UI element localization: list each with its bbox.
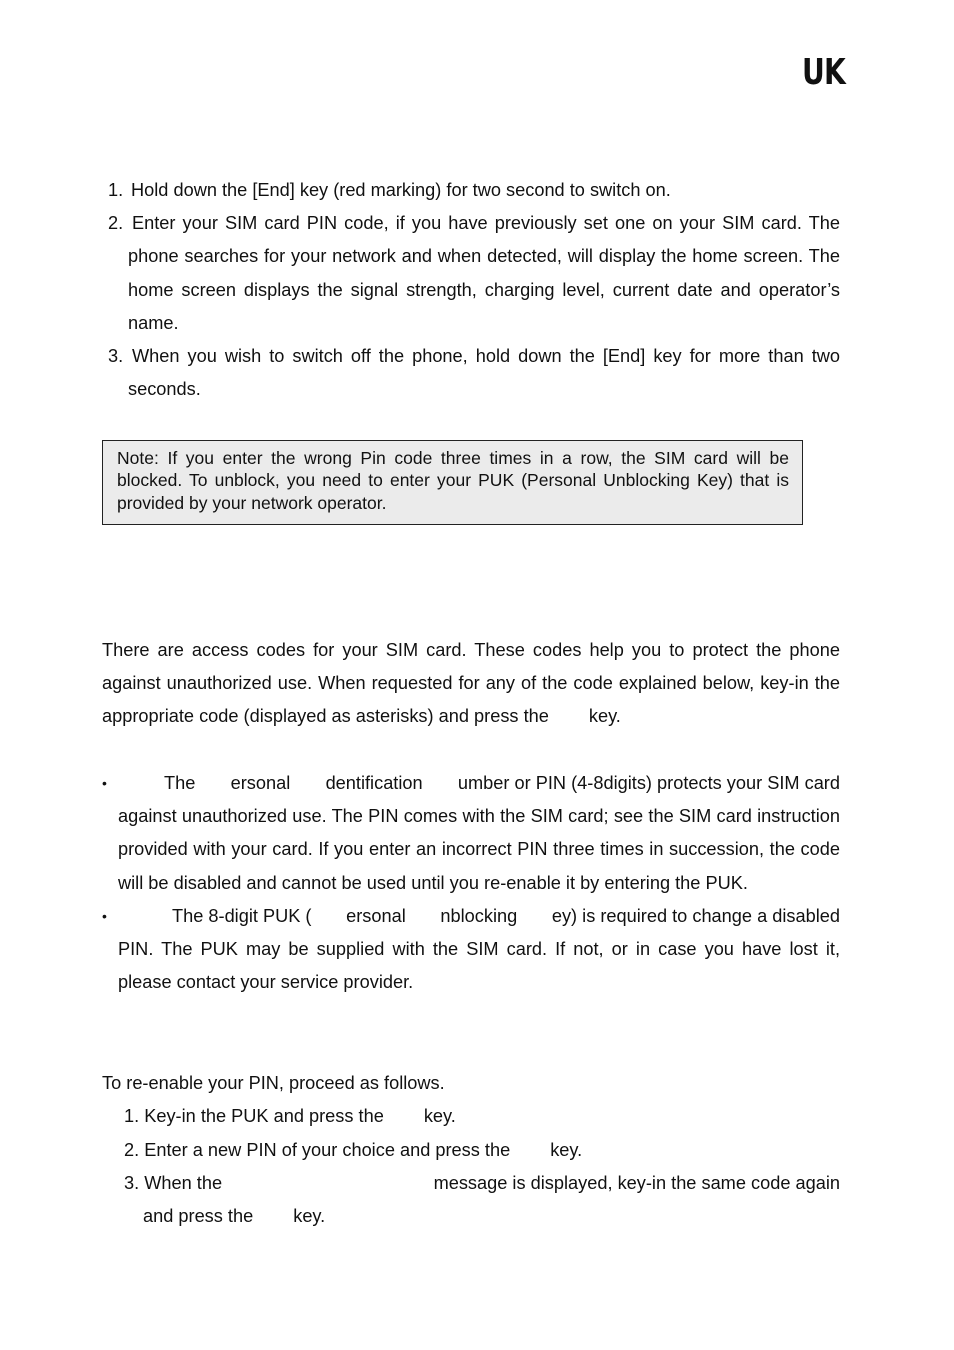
pin-word: ersonal bbox=[230, 773, 291, 793]
puk-first-line bbox=[118, 900, 840, 933]
step-text: message is displayed, key-in the same code again bbox=[433, 1173, 840, 1193]
reenable-step-2 bbox=[124, 1134, 840, 1167]
list-item-pin bbox=[102, 767, 840, 900]
puk-description: PIN. The PUK may be supplied with the SIM card. If not, or in case you have lost it, please contact your service provider. bbox=[118, 939, 840, 993]
step-text: and press the bbox=[143, 1206, 254, 1227]
step-key: key. bbox=[550, 1140, 583, 1160]
list-item-puk bbox=[102, 900, 840, 1000]
bullet-dot: • bbox=[102, 775, 107, 791]
step-text: 1. Key-in the PUK and press the bbox=[124, 1106, 384, 1126]
language-tag: UK bbox=[802, 52, 846, 93]
step-3-line-2 bbox=[124, 1200, 840, 1233]
puk-word: ersonal bbox=[346, 905, 406, 926]
list-item bbox=[108, 174, 840, 207]
step-text: Hold down the [End] key (red marking) for two second to switch on. bbox=[131, 180, 671, 200]
access-codes-intro bbox=[102, 634, 840, 734]
reenable-step-1 bbox=[124, 1100, 840, 1133]
step-number: 2. bbox=[108, 213, 124, 234]
intro-key: key. bbox=[588, 706, 621, 727]
pin-word: umber or PIN (4-8digits) protects your SIM card bbox=[457, 773, 840, 793]
step-text: 3. When the bbox=[124, 1173, 223, 1193]
access-code-bullets bbox=[102, 767, 840, 999]
step-text: Enter your SIM card PIN code, if you have previously set one on your SIM card. The phone searches for your network and when detected, will display the home screen. The home screen displays the signal strength, charging level, current date and operator’s name. bbox=[128, 213, 840, 333]
bullet-dot: • bbox=[102, 907, 107, 924]
intro-text: There are access codes for your SIM card. These codes help you to protect the phone against unauthorized use. When requested for any of the code explained below, key-in the appropriate code (displayed as asterisks) and press the bbox=[102, 640, 840, 727]
switch-on-steps bbox=[108, 174, 840, 406]
puk-word: The 8-digit PUK ( bbox=[172, 905, 312, 926]
puk-word: nblocking bbox=[440, 905, 518, 926]
pin-word: The bbox=[164, 773, 196, 793]
list-item bbox=[108, 340, 840, 406]
reenable-step-3 bbox=[124, 1167, 840, 1233]
note-text: Note: If you enter the wrong Pin code three times in a row, the SIM card will be blocked. To unblock, you need to enter your PUK (Personal Unblocking Key) that is provided by your network operator. bbox=[117, 448, 789, 513]
step-key: key. bbox=[293, 1206, 326, 1227]
step-number: 1. bbox=[108, 180, 124, 200]
step-text: When you wish to switch off the phone, hold down the [End] key for more than two seconds. bbox=[128, 346, 840, 400]
pin-description: against unauthorized use. The PIN comes with the SIM card; see the SIM card instruction provided with your card. If you enter an incorrect PIN three times in succession, the code will be disabled and cannot be used until you re-enable it by entering the PUK. bbox=[118, 806, 840, 893]
note-box bbox=[102, 440, 803, 525]
puk-word: ey) is required to change a disabled bbox=[551, 905, 840, 926]
step-number: 3. bbox=[108, 346, 124, 367]
step-text: 2. Enter a new PIN of your choice and press the bbox=[124, 1140, 511, 1160]
list-item bbox=[108, 207, 840, 340]
pin-word: dentification bbox=[325, 773, 423, 793]
pin-first-line bbox=[118, 767, 840, 800]
reenable-intro: To re-enable your PIN, proceed as follows. bbox=[102, 1073, 445, 1093]
step-key: key. bbox=[423, 1106, 456, 1126]
step-3-line-1 bbox=[124, 1167, 840, 1200]
